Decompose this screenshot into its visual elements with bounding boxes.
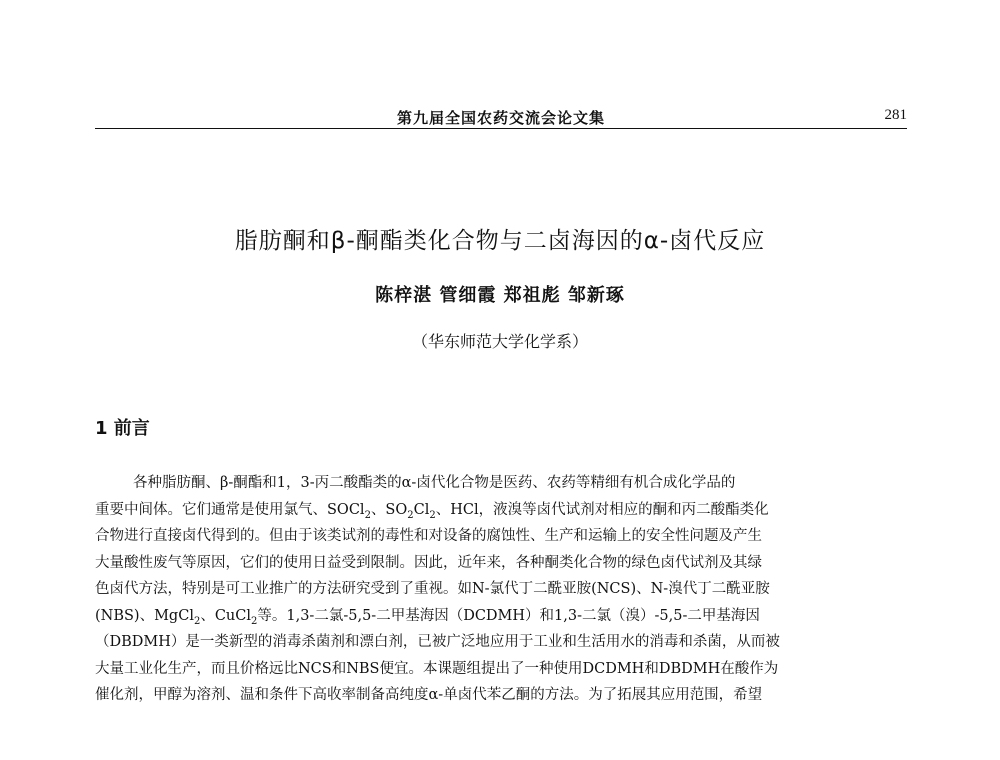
paragraph-line-2 — [95, 497, 907, 524]
text-run: (NBS)、MgCl — [95, 607, 194, 624]
text-run: 、SO — [370, 501, 408, 518]
subscript: 2 — [407, 509, 414, 521]
page-number: 281 — [884, 107, 907, 123]
paragraph-line-3: 合物进行直接卤代得到的。但由于该类试剂的毒性和对设备的腐蚀性、生产和运输上的安全性问题及产生 — [95, 528, 762, 544]
running-title: 第九届全国农药交流会论文集 — [396, 109, 605, 127]
paragraph-line-1: 各种脂肪酮、β-酮酯和1，3-丙二酸酯类的α-卤代化合物是医药、农药等精细有机合成化学品的 — [133, 475, 736, 491]
paragraph-line-4: 大量酸性废气等原因，它们的使用日益受到限制。因此，近年来，各种酮类化合物的绿色卤代试剂及其绿 — [95, 554, 762, 571]
subscript: 2 — [364, 509, 371, 521]
paragraph-line-8: 大量工业化生产，而且价格远比NCS和NBS便宜。本课题组提出了一种使用DCDMH和DBDMH在酸作为 — [95, 660, 779, 677]
article-authors: 陈梓湛 管细霞 郑祖彪 邹新琢 — [375, 285, 625, 306]
section-heading: 1 前言 — [95, 418, 150, 439]
subscript: 2 — [193, 615, 201, 627]
paragraph-line-9: 催化剂，甲醇为溶剂、温和条件下高收率制备高纯度α-单卤代苯乙酮的方法。为了拓展其应用范围，希望 — [95, 687, 763, 703]
paragraph-line-6 — [95, 603, 907, 630]
text-run: 等。1,3-二氯-5,5-二甲基海因（DCDMH）和1,3-二氯（溴）-5,5-二甲基海因 — [257, 607, 760, 624]
paragraph-line-7: （DBDMH）是一类新型的消毒杀菌剂和漂白剂，已被广泛地应用于工业和生活用水的消毒和杀菌，从而被 — [95, 634, 780, 650]
article-title: 脂肪酮和β-酮酯类化合物与二卤海因的α-卤代反应 — [234, 228, 766, 254]
text-run: 重要中间体。它们通常是使用氯气、SOCl — [95, 501, 365, 518]
article-affiliation: （华东师范大学化学系） — [411, 332, 588, 351]
running-header — [95, 106, 907, 129]
text-run: 、HCl，液溴等卤代试剂对相应的酮和丙二酸酯类化 — [435, 501, 769, 518]
text-run: 、CuCl — [200, 607, 251, 624]
subscript: 2 — [429, 509, 436, 521]
subscript: 2 — [251, 615, 258, 627]
paragraph-line-5: 色卤代方法，特别是可工业推广的方法研究受到了重视。如N-氯代丁二酰亚胺(NCS)、N-溴代丁二酰亚胺 — [95, 581, 770, 597]
text-run: Cl — [413, 501, 430, 518]
body-paragraph — [95, 470, 907, 709]
